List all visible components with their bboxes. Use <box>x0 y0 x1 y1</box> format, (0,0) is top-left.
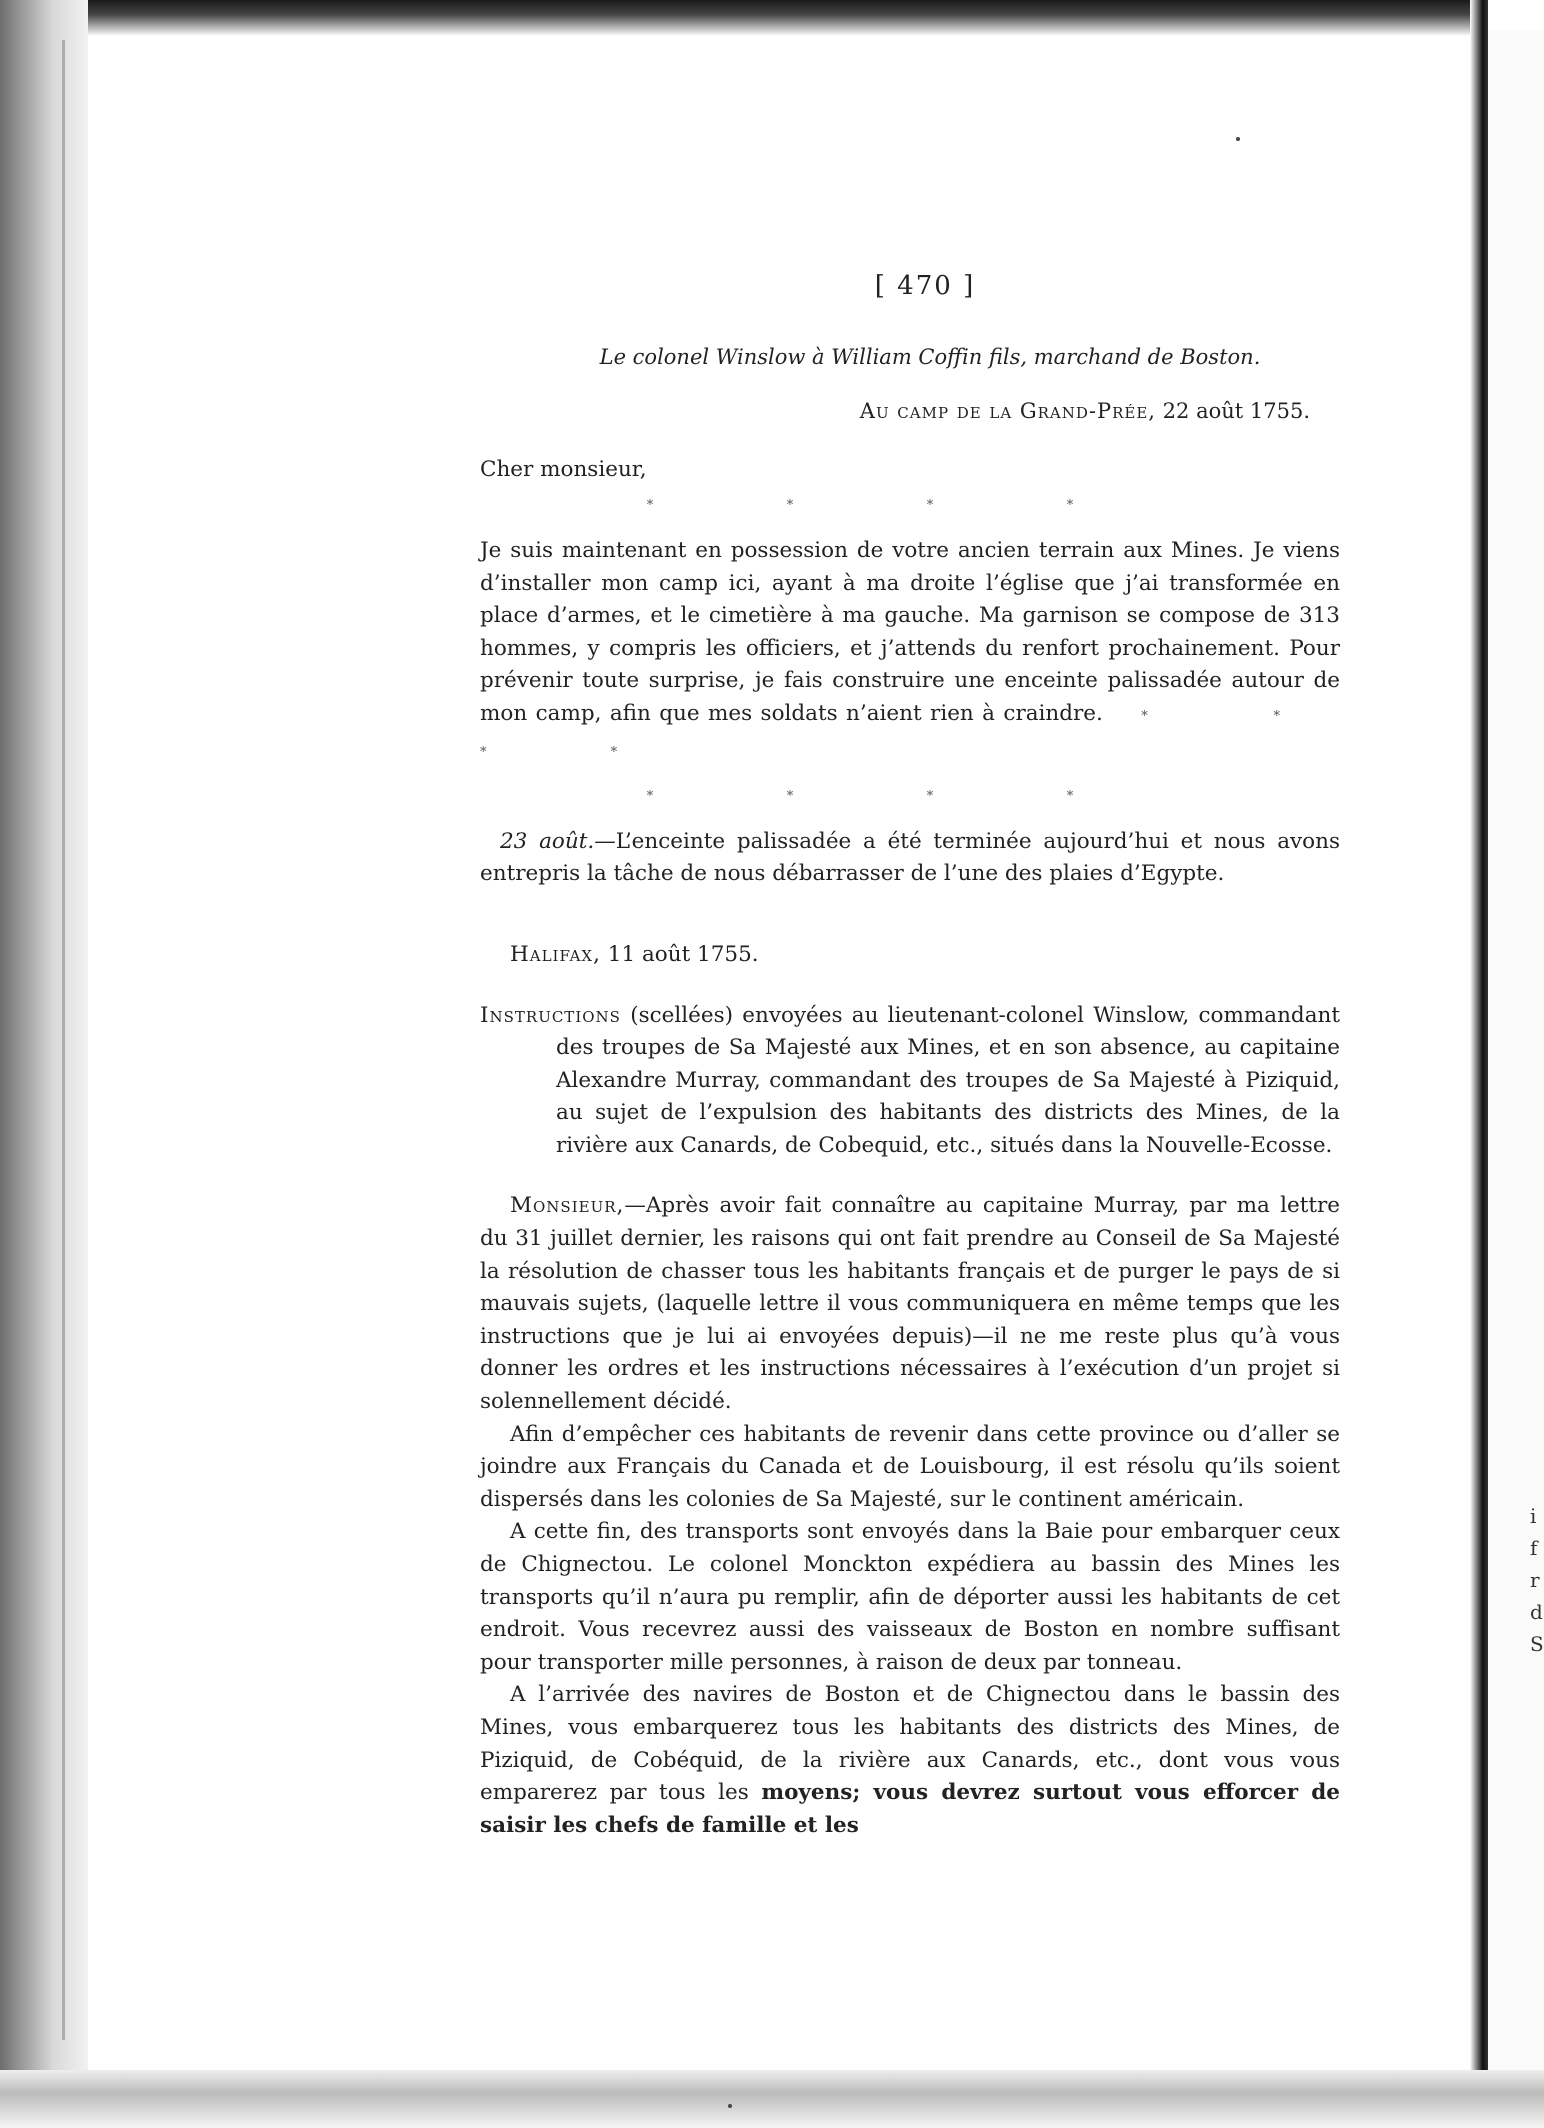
halifax-dateline <box>510 939 1340 972</box>
letter-title: Le colonel Winslow à William Coffin fils, marchand de Boston. <box>599 344 1261 369</box>
paragraph-text: —L’enceinte palissadée a été terminée aujourd’hui et nous avons entrepris la tâche de nous débarrasser de l’une des plaies d’Egypte. <box>480 828 1340 887</box>
star: * <box>646 498 654 514</box>
book-bottom-edge <box>0 2070 1544 2128</box>
facing-letter: d <box>1530 1600 1543 1624</box>
halifax-place: Halifax, <box>510 941 601 967</box>
facing-page-letters <box>1530 1500 1544 1660</box>
paragraph-text: —Après avoir fait connaître au capitaine Murray, par ma lettre du 31 juillet dernier, les raisons qui ont fait prendre au Conseil de Sa Majesté la résolution de chasser tous les habitants français et de purger le pays de si mauvais sujets, (laquelle lettre il vous communiquera en même temps que les instructions que je lui ai envoyées depuis)—il ne me reste plus qu’à vous donner les ordres et les instructions nécessaires à l’exécution d’un projet si solennellement décidé. <box>480 1193 1340 1415</box>
facing-letter: f <box>1530 1536 1538 1560</box>
page-number: [ 470 ] <box>874 271 976 301</box>
star: * <box>1066 498 1074 514</box>
star: * <box>926 498 934 514</box>
letter-paragraph-dated <box>480 826 1340 891</box>
star: * <box>786 789 794 805</box>
paragraph-bold-tail: moyens; vous devrez surtout vous efforcer de saisir les chefs de famille et les <box>480 1780 1340 1838</box>
entry-date: 23 août. <box>500 828 595 854</box>
ellipsis-stars <box>580 490 1140 523</box>
instructions-lead: Instructions <box>480 1002 621 1028</box>
paragraph-text: A cette fin, des transports sont envoyés dans la Baie pour embarquer ceux de Chignectou. Le colonel Monckton expédiera au bassin des Mines les transports qu’il n’aura pu remplir, afin de déporter aussi les habitants de cet endroit. Vous recevrez aussi des vaisseaux de Boston en nombre suffisant pour transporter mille personnes, à raison de deux par tonneau. <box>480 1519 1340 1675</box>
greeting: Cher monsieur, <box>480 456 647 482</box>
dateline-date: 22 août 1755. <box>1162 399 1310 424</box>
body-paragraph <box>480 1679 1340 1842</box>
instructions-text: (scellées) envoyées au lieutenant-colonel Winslow, commandant des troupes de Sa Majesté aux Mines, et en son absence, au capitaine Alexandre Murray, commandant des troupes de Sa Majesté à Piziquid, au sujet de l’expulsion des habitants des districts des Mines, de la rivière aux Canards, de Cobequid, etc., situés dans la Nouvelle-Ecosse. <box>556 1002 1340 1158</box>
body-lead: Monsieur, <box>510 1193 625 1219</box>
dateline-place: Au camp de la Grand-Prée, <box>859 399 1156 424</box>
body-paragraph <box>480 1516 1340 1679</box>
facing-letter: i <box>1530 1504 1537 1528</box>
facing-letter: S <box>1530 1632 1544 1656</box>
star: * <box>646 789 654 805</box>
letter-paragraph <box>480 535 1340 769</box>
facing-page-edge <box>1488 30 1544 2070</box>
scan-speck <box>728 2104 732 2108</box>
star: * <box>786 498 794 514</box>
page-text-block <box>480 270 1340 1842</box>
halifax-date: 11 août 1755. <box>607 941 759 967</box>
star: * <box>926 789 934 805</box>
paragraph-text: Je suis maintenant en possession de votre ancien terrain aux Mines. Je viens d’installer mon camp ici, ayant à ma droite l’église que j’ai transformée en place d’armes, et le cimetière à ma gauche. Ma garnison se compose de 313 hommes, y compris les officiers, et j’attends du renfort prochainement. Pour prévenir toute surprise, je fais construire une enceinte palissadée autour de mon camp, afin que mes soldats n’aient rien à craindre. <box>480 537 1340 726</box>
book-gutter <box>1470 0 1488 2080</box>
ellipsis-stars <box>580 781 1140 814</box>
dateline <box>480 395 1310 428</box>
paragraph-text: A l’arrivée des navires de Boston et de Chignectou dans le bassin des Mines, vous embarquerez tous les habitants des districts des Mines, de Piziquid, de Cobéquid, de la rivière aux Canards, etc., dont vous vous emparerez par tous les <box>480 1682 1340 1806</box>
facing-letter: r <box>1530 1568 1540 1592</box>
star: * <box>1066 789 1074 805</box>
body-paragraph <box>480 1190 1340 1418</box>
scan-speck <box>1236 137 1240 141</box>
paragraph-text: Afin d’empêcher ces habitants de revenir dans cette province ou d’aller se joindre aux Français du Canada et de Louisbourg, il est résolu qu’ils soient dispersés dans les colonies de Sa Majesté, sur le continent américain. <box>480 1421 1340 1512</box>
instructions-heading <box>480 1000 1340 1163</box>
page-top-shadow <box>88 0 1488 36</box>
book-left-edge <box>0 0 88 2128</box>
inline-stars: * * * * <box>480 708 1341 760</box>
body-paragraph <box>480 1419 1340 1517</box>
